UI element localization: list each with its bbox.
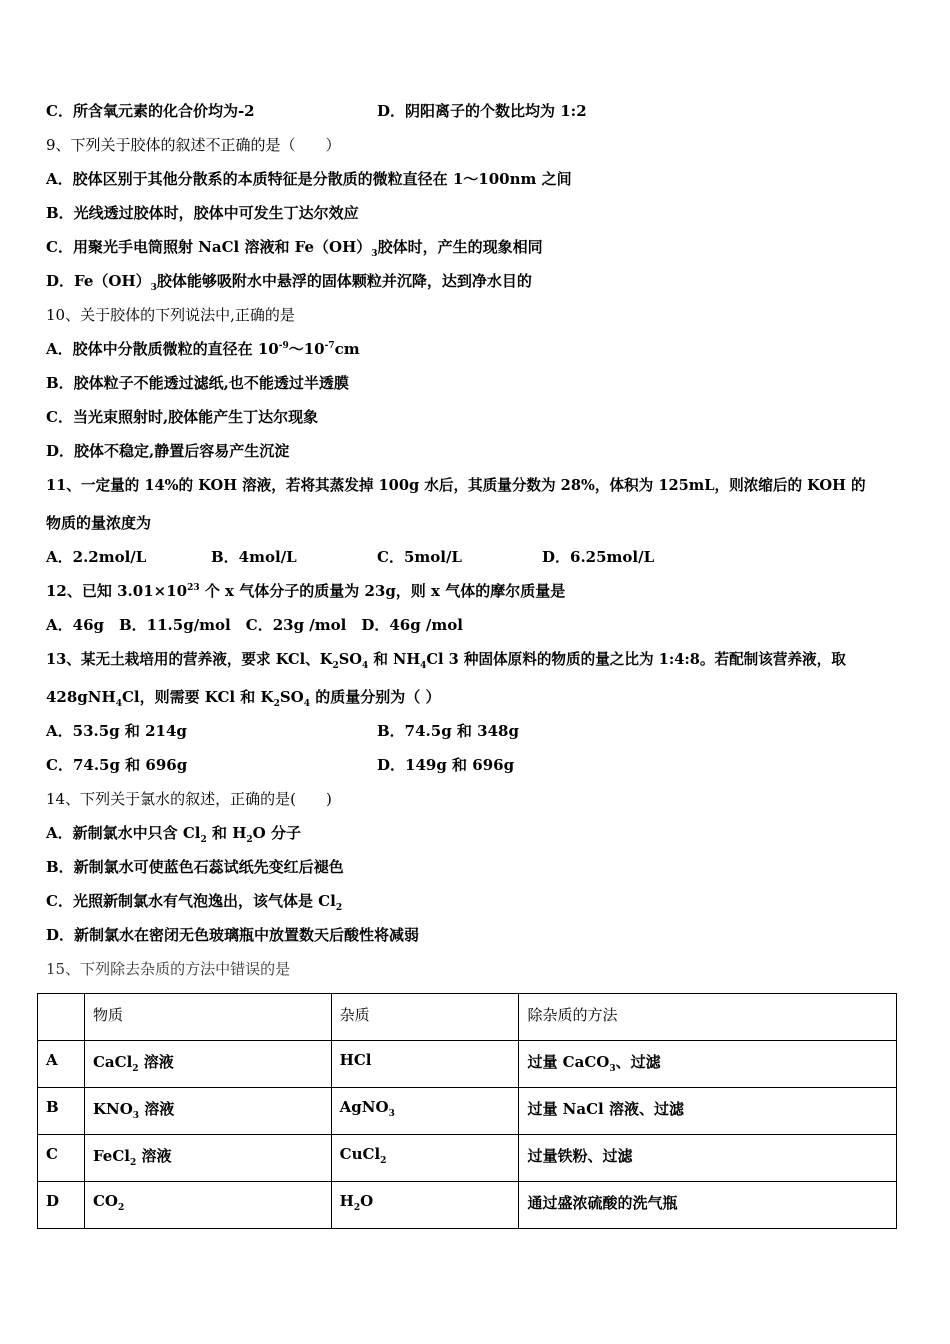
cell-impurity: HCl [331, 1041, 519, 1088]
q9-option-c: C．用聚光手电筒照射 NaCl 溶液和 $Fe(OH)_3$胶体时，产生的现象相同 [46, 238, 543, 259]
cell-impurity: $H_2O$ [331, 1182, 519, 1229]
q8-option-d: D．阴阳离子的个数比均为 1:2 [377, 102, 587, 120]
cell-impurity: AgNO$_3$ [331, 1088, 519, 1135]
table-header-cell: 除杂质的方法 [519, 994, 897, 1041]
cell-substance: $CO_2$ [84, 1182, 331, 1229]
table-row [38, 1182, 897, 1229]
q10-option-a: A．胶体中分散质微粒的直径在 $10^{-9}\sim 10^{-7}cm$ [46, 340, 360, 358]
q11-option-b: B．4mol/L [211, 548, 297, 566]
q11-option-a: A．2.2mol/L [46, 548, 147, 566]
q13-option-d: D．149g 和 696g [377, 756, 515, 774]
q9-option-b: B．光线透过胶体时，胶体中可发生丁达尔效应 [46, 204, 359, 222]
q10-stem: 10、关于胶体的下列说法中,正确的是 [46, 306, 295, 324]
q10-option-c: C．当光束照射时,胶体能产生丁达尔现象 [46, 408, 319, 426]
q14-option-b: B．新制氯水可使蓝色石蕊试纸先变红后褪色 [46, 858, 344, 876]
cell-substance: FeCl$_2$ 溶液 [84, 1135, 331, 1182]
q13-option-a: A．53.5g 和 214g [46, 722, 187, 740]
q15-table [37, 993, 897, 1229]
q13-stem-line2: 428gNH$_4$Cl，则需要 KCl 和 $K_2SO_4$ 的质量分别为（ ） [46, 688, 441, 709]
table-header-cell: 物质 [84, 994, 331, 1041]
cell-method: 过量 NaCl 溶液、过滤 [519, 1088, 897, 1135]
row-label: C [38, 1135, 85, 1182]
table-header-cell [38, 994, 85, 1041]
q14-option-c: C．光照新制氯水有气泡逸出，该气体是 $Cl_2$ [46, 892, 343, 913]
q9-option-d: D．$Fe(OH)_3$胶体能够吸附水中悬浮的固体颗粒并沉降，达到净水目的 [46, 272, 532, 293]
q10-option-d: D．胶体不稳定,静置后容易产生沉淀 [46, 442, 290, 460]
q11-stem-line2: 物质的量浓度为 [46, 514, 152, 532]
q13-stem-line1: 13、某无土栽培用的营养液，要求 KCl、$K_2SO_4$ 和 $NH_4Cl$ 3 种固体原料的物质的量之比为 1:4:8。若配制该营养液，取 [46, 651, 846, 671]
row-label: A [38, 1041, 85, 1088]
q15-stem: 15、下列除去杂质的方法中错误的是 [46, 960, 291, 978]
row-label: D [38, 1182, 85, 1229]
q11-option-d: D．6.25mol/L [542, 548, 655, 566]
row-label: B [38, 1088, 85, 1135]
q10-option-b: B．胶体粒子不能透过滤纸,也不能透过半透膜 [46, 374, 349, 392]
cell-method: 过量铁粉、过滤 [519, 1135, 897, 1182]
q14-option-a: A．新制氯水中只含 $Cl_2$ 和 $H_2O$ 分子 [46, 824, 301, 845]
q13-option-c: C．74.5g 和 696g [46, 756, 188, 774]
cell-impurity: CuCl$_2$ [331, 1135, 519, 1182]
table-row [38, 1041, 897, 1088]
q11-stem-line1: 11、一定量的 14%的 KOH 溶液，若将其蒸发掉 100g 水后，其质量分数为 28%，体积为 125mL，则浓缩后的 KOH 的 [46, 477, 866, 494]
q14-option-d: D．新制氯水在密闭无色玻璃瓶中放置数天后酸性将减弱 [46, 926, 420, 944]
cell-method: 通过盛浓硫酸的洗气瓶 [519, 1182, 897, 1229]
table-row [38, 1135, 897, 1182]
q12-stem: 12、已知 $3.01\times 10^{23}$ 个 x 气体分子的质量为 23g，则 x 气体的摩尔质量是 [46, 582, 566, 600]
q14-stem: 14、下列关于氯水的叙述，正确的是( ) [46, 790, 332, 808]
q9-option-a: A．胶体区别于其他分散系的本质特征是分散质的微粒直径在 1～100nm 之间 [46, 170, 572, 188]
q9-stem: 9、下列关于胶体的叙述不正确的是（ ） [46, 136, 341, 154]
q13-option-b: B．74.5g 和 348g [377, 722, 519, 740]
cell-method: 过量 CaCO$_3$、过滤 [519, 1041, 897, 1088]
q11-option-c: C．5mol/L [377, 548, 462, 566]
table-header-row [38, 994, 897, 1041]
cell-substance: CaCl$_2$ 溶液 [84, 1041, 331, 1088]
q8-option-c: C．所含氧元素的化合价均为-2 [46, 102, 255, 120]
table-row [38, 1088, 897, 1135]
table-header-cell: 杂质 [331, 994, 519, 1041]
cell-substance: $KNO_3$ 溶液 [84, 1088, 331, 1135]
q12-options: A．46g B．11.5g/mol C．23g /mol D．46g /mol [46, 616, 463, 634]
